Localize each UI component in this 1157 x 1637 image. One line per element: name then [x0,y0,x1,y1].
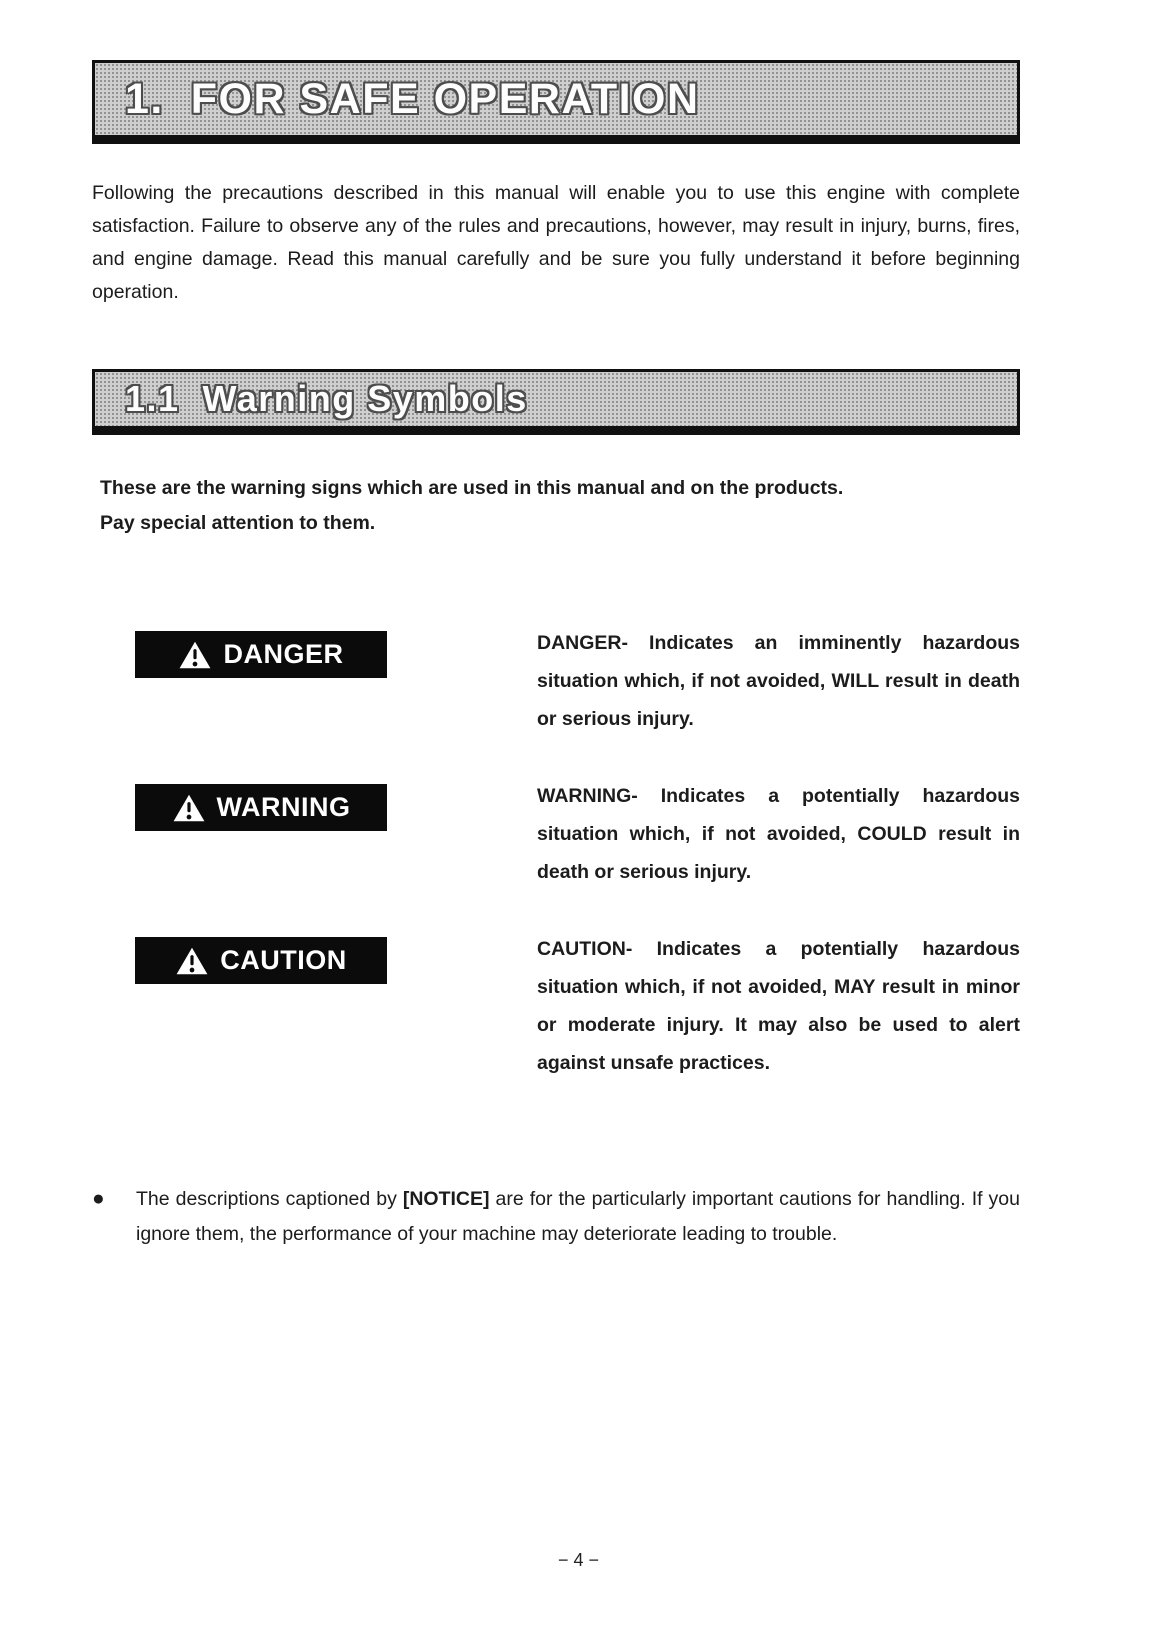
notice-paragraph [92,1182,1020,1252]
chapter-title: 1. FOR SAFE OPERATION [125,74,700,123]
notice-text-post: are for the particularly important cautions for handling. If you ignore them, the performance of your machine may deteriorate leading to trouble. [136,1188,1020,1245]
page-number: − 4 − [557,1550,600,1570]
caution-sign [135,937,387,984]
danger-row [92,631,1020,738]
section-title: 1.1 Warning Symbols [125,378,528,419]
notice-tag: [NOTICE] [402,1188,490,1210]
warning-row [92,784,1020,891]
warning-triangle-icon [172,793,206,823]
warning-triangle-icon [178,640,212,670]
chapter-heading-banner [92,60,1020,144]
page-content [92,0,1020,1252]
danger-label: DANGER [223,639,344,669]
warning-symbols-list [92,631,1020,1082]
warning-label: WARNING [216,792,351,822]
warning-triangle-icon [175,946,209,976]
caution-label: CAUTION [220,945,347,975]
danger-sign [135,631,387,678]
danger-description: DANGER- Indicates an imminently hazardous situation which, if not avoided, WILL result in death or serious injury. [537,632,1020,730]
notice-text-pre: The descriptions captioned by [136,1188,403,1210]
lead-line-1: These are the warning signs which are used in this manual and on the products. [100,477,844,499]
section-heading-banner [92,369,1020,435]
caution-row [92,937,1020,1082]
lead-line-2: Pay special attention to them. [100,512,376,534]
lead-text [92,471,1020,541]
warning-sign [135,784,387,831]
notice-text [136,1182,1020,1252]
warning-description: WARNING- Indicates a potentially hazardous situation which, if not avoided, COULD result in death or serious injury. [537,785,1020,883]
intro-paragraph: Following the precautions described in this manual will enable you to use this engine with complete satisfaction. Failure to observe any of the rules and precautions, however, may result in injury, burns, fires, and engine damage. Read this manual carefully and be sure you fully understand it before beginning operation. [92,182,1020,303]
caution-description: CAUTION- Indicates a potentially hazardous situation which, if not avoided, MAY result in minor or moderate injury. It may also be used to alert against unsafe practices. [537,938,1020,1074]
bullet-icon: ● [92,1187,105,1210]
